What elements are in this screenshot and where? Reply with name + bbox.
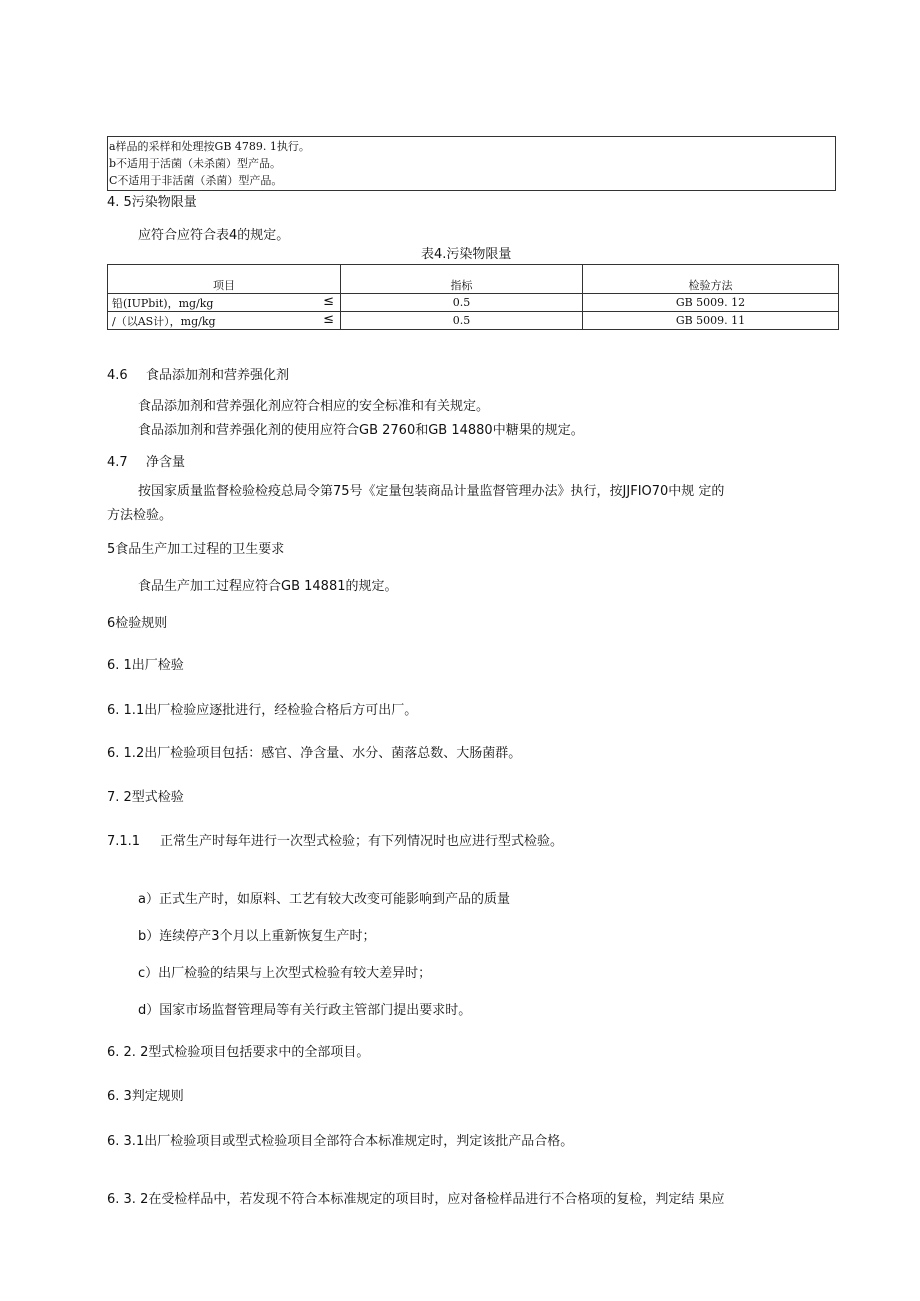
footnote-a: a样品的采样和处理按GB 4789. 1执行。 <box>109 140 310 153</box>
col-header-method: 检验方法 <box>583 265 839 294</box>
section-6-2-2: 6. 2. 2型式检验项目包括要求中的全部项目。 <box>107 1045 370 1060</box>
row-method: GB 5009. 11 <box>583 312 839 330</box>
list-item-a: a）正式生产时，如原料、工艺有较大改变可能影响到产品的质量 <box>138 892 510 907</box>
section-4-6-number: 4.6 <box>107 368 128 383</box>
list-item-b: b）连续停产3个月以上重新恢复生产时； <box>138 929 376 944</box>
section-7-1-1-text: 正常生产时每年进行一次型式检验；有下列情况时也应进行型式检验。 <box>160 834 564 849</box>
section-6-heading: 6检验规则 <box>107 616 168 631</box>
table-row <box>108 294 839 312</box>
section-4-5-text: 应符合应符合表4的规定。 <box>138 228 290 243</box>
row-operator: ≤ <box>323 294 334 309</box>
section-7-2-heading: 7. 2型式检验 <box>107 790 184 805</box>
section-6-1-2: 6. 1.2出厂检验项目包括：感官、净含量、水分、菌落总数、大肠菌群。 <box>107 746 522 761</box>
row-item: 铅(IUPbit)，mg/kg <box>112 296 214 310</box>
section-4-6-title: 食品添加剂和营养强化剂 <box>146 368 290 383</box>
section-4-7-title: 净含量 <box>146 455 186 470</box>
table-footnotes <box>107 136 836 191</box>
section-6-1-heading: 6. 1出厂检验 <box>107 658 184 673</box>
section-4-7-line2: 方法检验。 <box>107 508 173 523</box>
section-4-7-line1: 按国家质量监督检验检疫总局令第75号《定量包装商品计量监督管理办法》执行，按JJFIO70中规 定的 <box>138 484 725 499</box>
table-header-row <box>108 265 839 294</box>
section-6-3-1: 6. 3.1出厂检验项目或型式检验项目全部符合本标准规定时，判定该批产品合格。 <box>107 1134 574 1149</box>
section-4-6-line2: 食品添加剂和营养强化剂的使用应符合GB 2760和GB 14880中糖果的规定。 <box>138 423 584 438</box>
table-4-title: 表4.污染物限量 <box>421 247 512 262</box>
section-5-heading: 5食品生产加工过程的卫生要求 <box>107 542 285 557</box>
row-item-cell <box>108 312 341 330</box>
section-4-6-line1: 食品添加剂和营养强化剂应符合相应的安全标准和有关规定。 <box>138 399 490 414</box>
row-value: 0.5 <box>341 312 583 330</box>
section-7-1-1-number: 7.1.1 <box>107 834 141 849</box>
row-item: /（以AS计），mg/kg <box>112 314 216 328</box>
col-header-limit: 指标 <box>341 265 583 294</box>
contaminant-table <box>107 264 839 330</box>
footnote-b: b不适用于活菌（未杀菌）型产品。 <box>109 157 282 170</box>
section-6-1-1: 6. 1.1出厂检验应逐批进行，经检验合格后方可出厂。 <box>107 703 418 718</box>
list-item-d: d）国家市场监督管理局等有关行政主管部门提出要求时。 <box>138 1003 472 1018</box>
list-item-c: c）出厂检验的结果与上次型式检验有较大差异时； <box>138 966 432 981</box>
section-6-3-2: 6. 3. 2在受检样品中，若发现不符合本标准规定的项目时，应对备检样品进行不合格项的复检，判定结 果应 <box>107 1192 725 1207</box>
section-4-7-number: 4.7 <box>107 455 128 470</box>
section-6-3-heading: 6. 3判定规则 <box>107 1089 184 1104</box>
section-4-5-heading: 4. 5污染物限量 <box>107 195 197 210</box>
col-header-item: 项目 <box>108 265 341 294</box>
table-row <box>108 312 839 330</box>
row-operator: ≤ <box>323 312 334 327</box>
row-item-cell <box>108 294 341 312</box>
footnote-c: C不适用于非活菌（杀菌）型产品。 <box>109 174 283 187</box>
row-method: GB 5009. 12 <box>583 294 839 312</box>
section-5-text: 食品生产加工过程应符合GB 14881的规定。 <box>138 579 398 594</box>
row-value: 0.5 <box>341 294 583 312</box>
